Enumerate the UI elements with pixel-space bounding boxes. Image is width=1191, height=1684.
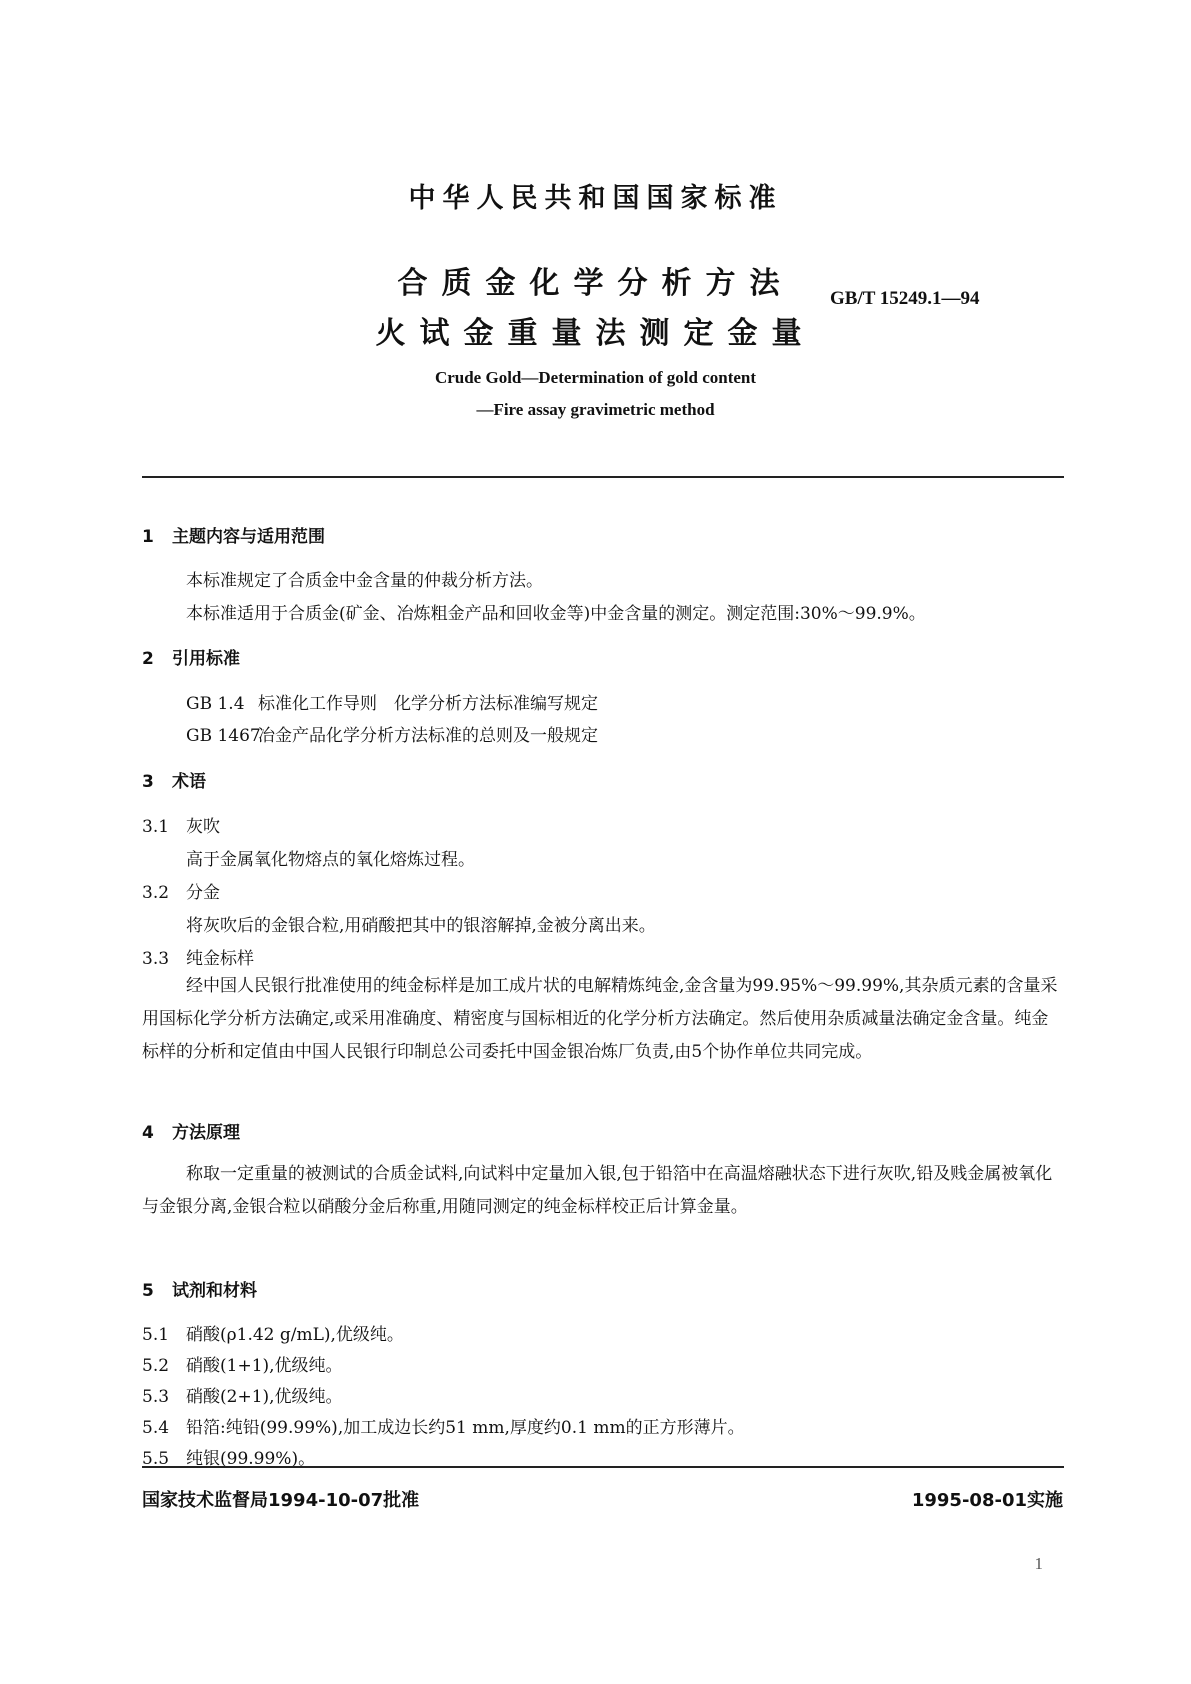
subsection-number: 5.3 <box>142 1387 170 1407</box>
reagent-item <box>142 1320 404 1345</box>
section-1-paragraph-1: 本标准规定了合质金中金含量的仲裁分析方法。 <box>186 571 543 591</box>
english-title-line-1: Crude Gold—Determination of gold content <box>434 368 757 387</box>
header-divider <box>142 476 1064 478</box>
section-2-heading <box>142 644 240 669</box>
subsection-number: 5.2 <box>142 1356 170 1376</box>
section-3-heading <box>142 767 206 792</box>
reference-item <box>186 721 598 746</box>
reference-text: 冶金产品化学分析方法标准的总则及一般规定 <box>258 726 598 746</box>
term-definition: 将灰吹后的金银合粒,用硝酸把其中的银溶解掉,金被分离出来。 <box>186 916 656 936</box>
term-name: 分金 <box>186 883 220 903</box>
reference-text: 标准化工作导则 化学分析方法标准编写规定 <box>258 694 598 714</box>
subsection-number: 5.4 <box>142 1418 170 1438</box>
term-3-3 <box>142 944 254 969</box>
subsection-number: 3.3 <box>142 949 170 969</box>
reagent-text: 铅箔:纯铅(99.99%),加工成边长约51 mm,厚度约0.1 mm的正方形薄片。 <box>186 1418 745 1438</box>
term-definition: 经中国人民银行批准使用的纯金标样是加工成片状的电解精炼纯金,金含量为99.95%～99.99%,其杂质元素的含量采用国标化学分析方法确定,或采用准确度、精密度与国标相近的化学分析方法确定。然后使用杂质减量法确定金含量。纯金标样的分析和定值由中国人民银行印制总公司委托中国金银冶炼厂负责,由5个协作单位共同完成。 <box>142 976 1058 1062</box>
section-title: 方法原理 <box>172 1123 240 1143</box>
section-5-heading <box>142 1276 257 1301</box>
term-name: 灰吹 <box>186 817 220 837</box>
section-title: 引用标准 <box>172 649 240 669</box>
subsection-number: 3.2 <box>142 883 170 903</box>
section-title: 试剂和材料 <box>172 1281 257 1301</box>
reagent-item <box>142 1382 343 1407</box>
section-1-heading <box>142 522 325 547</box>
section-number: 2 <box>142 649 154 669</box>
reference-code: GB 1467 <box>186 726 261 746</box>
section-title: 术语 <box>172 772 206 792</box>
reagent-text: 纯银(99.99%)。 <box>186 1449 316 1469</box>
reagent-text: 硝酸(2+1),优级纯。 <box>186 1387 343 1407</box>
reagent-item <box>142 1351 343 1376</box>
footer-divider <box>142 1466 1064 1468</box>
reagent-text: 硝酸(1+1),优级纯。 <box>186 1356 343 1376</box>
section-number: 1 <box>142 527 154 547</box>
implementation-date: 1995-08-01实施 <box>911 1490 1063 1511</box>
reference-item <box>186 689 598 714</box>
subsection-number: 5.5 <box>142 1449 170 1469</box>
section-4-heading <box>142 1118 240 1143</box>
standard-code: GB/T 15249.1—94 <box>830 288 980 309</box>
term-3-2 <box>142 878 220 903</box>
section-4-paragraph: 称取一定重量的被测试的合质金试料,向试料中定量加入银,包于铅箔中在高温熔融状态下进行灰吹,铅及贱金属被氧化与金银分离,金银合粒以硝酸分金后称重,用随同测定的纯金标样校正后计算金量。 <box>142 1164 1053 1217</box>
term-3-1 <box>142 812 220 837</box>
reagent-item <box>142 1413 745 1438</box>
page-number: 1 <box>1034 1554 1043 1573</box>
national-standard-heading: 中华人民共和国国家标准 <box>408 183 783 214</box>
subsection-number: 5.1 <box>142 1325 170 1345</box>
document-title-line-1: 合质金化学分析方法 <box>397 266 794 301</box>
section-1-paragraph-2: 本标准适用于合质金(矿金、冶炼粗金产品和回收金等)中金含量的测定。测定范围:30%～99.9%。 <box>186 604 926 624</box>
document-title-line-2: 火试金重量法测定金量 <box>375 316 816 351</box>
term-definition: 高于金属氧化物熔点的氧化熔炼过程。 <box>186 850 475 870</box>
reagent-text: 硝酸(ρ1.42 g/mL),优级纯。 <box>186 1325 404 1345</box>
section-number: 5 <box>142 1281 154 1301</box>
term-name: 纯金标样 <box>186 949 254 969</box>
reference-code: GB 1.4 <box>186 694 245 714</box>
section-title: 主题内容与适用范围 <box>172 527 325 547</box>
subsection-number: 3.1 <box>142 817 170 837</box>
approval-line: 国家技术监督局1994-10-07批准 <box>142 1490 420 1511</box>
section-number: 4 <box>142 1123 154 1143</box>
english-title-line-2: —Fire assay gravimetric method <box>476 400 715 419</box>
section-number: 3 <box>142 772 154 792</box>
